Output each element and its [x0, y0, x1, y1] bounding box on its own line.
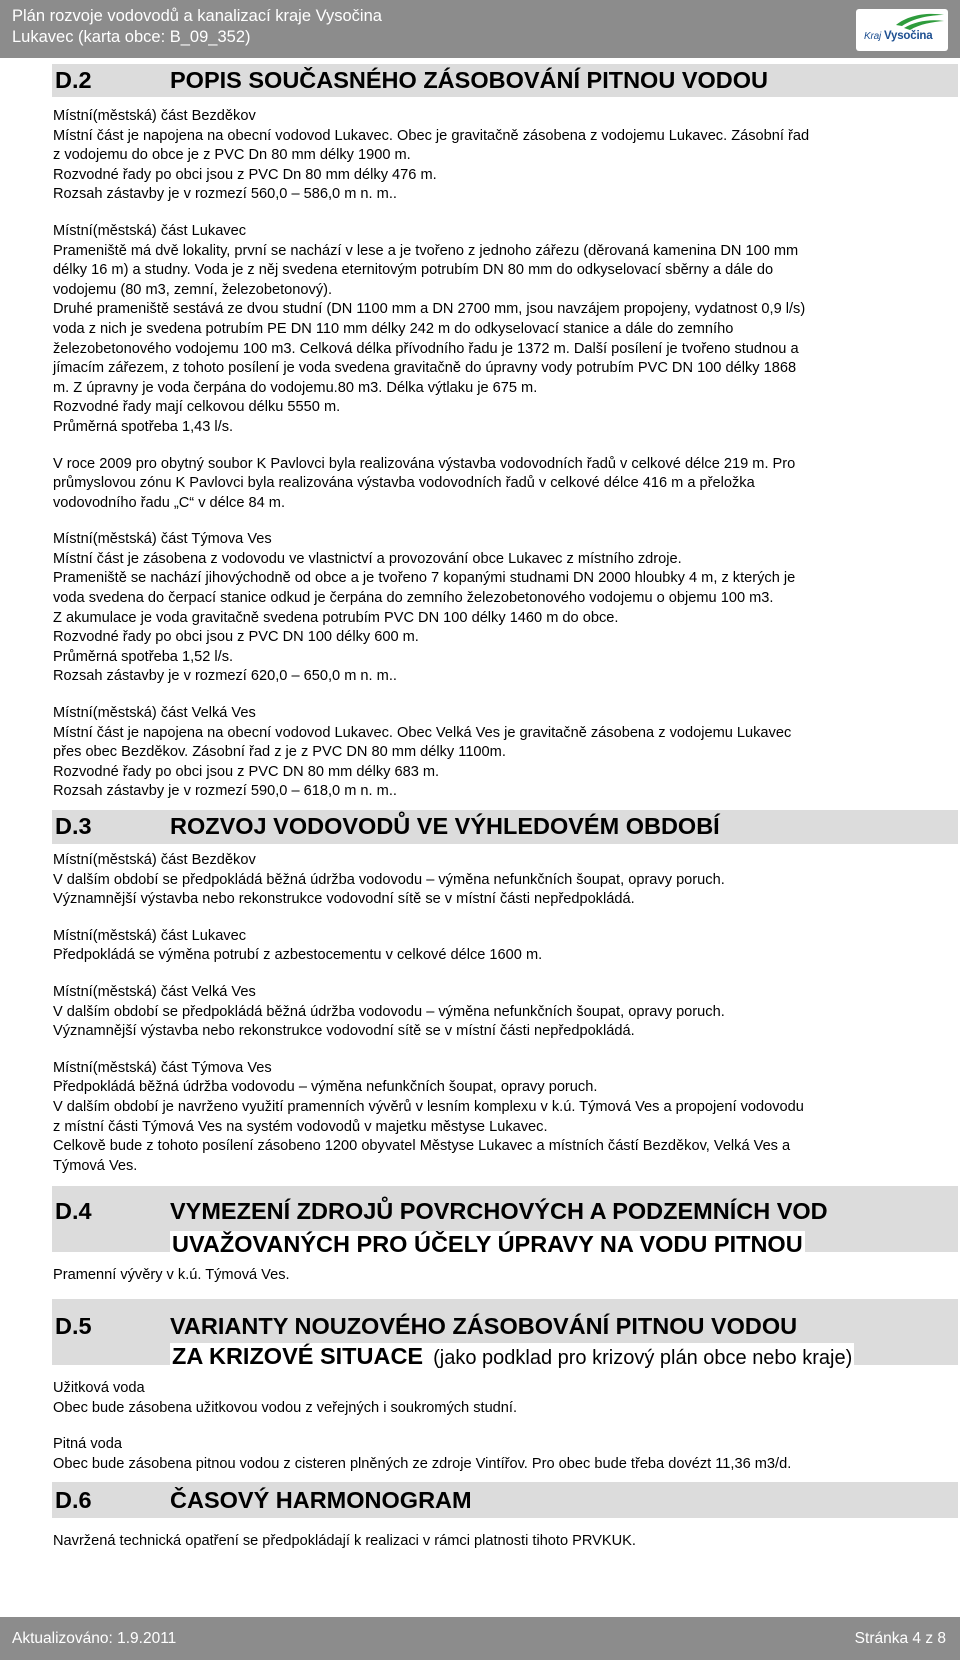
text-line: z vodojemu do obce je z PVC Dn 80 mm délky 1900 m. — [53, 147, 411, 164]
kraj-vysocina-logo — [856, 9, 948, 51]
section-number: D.5 — [55, 1312, 92, 1339]
paragraph-d2-tymova-ves — [53, 530, 943, 687]
logo-text-kraj: Kraj — [864, 31, 881, 42]
text-line: Obec bude zásobena pitnou vodou z cisteren plněných ze zdroje Vintířov. Pro obec bude třeba dovézt 11,36 m3/d. — [53, 1455, 792, 1472]
updated-date: Aktualizováno: 1.9.2011 — [12, 1630, 177, 1647]
text-line: železobetonového vodojemu 100 m3. Celková délka přívodního řadu je 1372 m. Další posílení je tvořeno studnou a — [53, 340, 799, 357]
paragraph-d2-pavlovec — [53, 455, 943, 514]
text-line: voda z nich je svedena potrubím PE DN 110 mm délky 242 m do odkyselovací stanice a dále do zemního — [53, 320, 734, 337]
text-line: Rozvodné řady po obci jsou z PVC DN 100 délky 600 m. — [53, 629, 419, 646]
text-line: Průměrná spotřeba 1,52 l/s. — [53, 648, 234, 665]
section-title: POPIS SOUČASNÉHO ZÁSOBOVÁNÍ PITNOU VODOU — [170, 67, 769, 93]
section-title-line-1: VYMEZENÍ ZDROJŮ POVRCHOVÝCH A PODZEMNÍCH VOD — [170, 1198, 828, 1225]
text-line: Místní(městská) část Týmova Ves — [53, 1059, 272, 1076]
text-line: vodovodního řadu „C“ v délce 84 m. — [53, 494, 286, 511]
text-line: V dalším období je navrženo využití pramenních vývěrů v lesním komplexu v k.ú. Týmová Ves a propojení vodovodu — [53, 1098, 804, 1115]
text-line: Rozsah zástavby je v rozmezí 620,0 – 650,0 m n. m.. — [53, 668, 397, 685]
text-line: z místní části Týmová Ves na systém vodovodů v majetku městyse Lukavec. — [53, 1118, 548, 1135]
text-line: Rozsah zástavby je v rozmezí 590,0 – 618,0 m n. m.. — [53, 783, 397, 800]
paragraph-d2-bezdekov — [53, 107, 943, 205]
text-line: Místní(městská) část Lukavec — [53, 222, 247, 239]
text-line: m. Z úpravny je voda čerpána do vodojemu.80 m3. Délka výtlaku je 675 m. — [53, 379, 538, 396]
section-title-line-2 — [170, 1343, 854, 1370]
text-line: voda svedena do čerpací stanice odkud je čerpána do zemního železobetonového vodojemu o objemu 100 m3. — [53, 590, 774, 607]
section-number: D.2 — [55, 67, 92, 93]
text-line: Navržená technická opatření se předpokládají k realizaci v rámci platnosti tihoto PRVKUK. — [53, 1533, 636, 1550]
section-title-line-2: UVAŽOVANÝCH PRO ÚČELY ÚPRAVY NA VODU PITNOU — [172, 1231, 803, 1258]
text-line: Významnější výstavba nebo rekonstrukce vodovodní sítě se v místní části nepředpokládá. — [53, 891, 635, 908]
section-title-line-1: VARIANTY NOUZOVÉHO ZÁSOBOVÁNÍ PITNOU VODOU — [170, 1312, 798, 1339]
section-heading-d4 — [52, 1186, 958, 1258]
paragraph-d3-bezdekov — [53, 851, 943, 910]
text-line: jímacím zářezem, z tohoto posílení je voda svedena gravitačně do úpravny vody potrubím PVC DN 100 délky 1868 — [53, 360, 797, 377]
text-line: Rozsah zástavby je v rozmezí 560,0 – 586,0 m n. m.. — [53, 186, 397, 203]
text-line: Rozvodné řady mají celkovou délku 5550 m. — [53, 399, 341, 416]
text-line: Prameniště má dvě lokality, první se nachází v lese a je tvořeno z jednoho zářezu (děrovaná kamenina DN 100 mm — [53, 242, 799, 259]
section-number: D.6 — [55, 1487, 92, 1514]
section-title-line-2-main: ZA KRIZOVÉ SITUACE — [172, 1342, 424, 1369]
section-heading-d3 — [52, 810, 958, 844]
paragraph-d4 — [53, 1266, 943, 1286]
document-title-line-1: Plán rozvoje vodovodů a kanalizací kraje Vysočina — [12, 7, 382, 25]
section-title-subnote: (jako podklad pro krizový plán obce nebo kraje) — [433, 1346, 853, 1369]
section-heading-d5 — [52, 1299, 958, 1369]
paragraph-d6 — [53, 1532, 943, 1552]
paragraph-d3-tymova-ves — [53, 1059, 943, 1177]
logo-text-vysocina: Vysočina — [883, 30, 933, 42]
text-line: Místní(městská) část Velká Ves — [53, 983, 256, 1000]
text-line: Z akumulace je voda gravitačně svedena potrubím PVC DN 100 délky 1460 m do obce. — [53, 609, 619, 626]
text-line: Prameniště se nachází jihovýchodně od obce a je tvořeno 7 kopanými studnami DN 2000 hloubky 4 m, z kterých je — [53, 570, 796, 587]
text-line: průmyslovou zónu K Pavlovci byla realizována výstavba vodovodních řadů v celkové délce 416 m a přeložka — [53, 475, 755, 492]
text-line: Místní část je zásobena z vodovodu ve vlastnictví a provozování obce Lukavec z místního zdroje. — [53, 550, 682, 567]
document-title-line-2: Lukavec (karta obce: B_09_352) — [12, 28, 251, 46]
paragraph-d5-uzitkova — [53, 1379, 943, 1418]
text-line: Předpokládá se výměna potrubí z azbestocementu v celkové délce 1600 m. — [53, 947, 543, 964]
text-line: Pramenní vývěry v k.ú. Týmová Ves. — [53, 1267, 290, 1284]
document-title — [12, 6, 382, 48]
paragraph-d2-velka-ves — [53, 704, 943, 802]
text-line: Místní(městská) část Bezděkov — [53, 852, 256, 868]
section-heading-d2 — [52, 64, 958, 97]
text-line: V dalším období se předpokládá běžná údržba vodovodu – výměna nefunkčních šoupat, opravy poruch. — [53, 1003, 725, 1020]
text-line: délky 16 m) a studny. Voda je z něj svedena eternitovým potrubím DN 80 mm do odkyselovací sběrny a dále do — [53, 262, 774, 279]
text-line: V dalším období se předpokládá běžná údržba vodovodu – výměna nefunkčních šoupat, opravy poruch. — [53, 871, 725, 888]
text-line: Místní(městská) část Lukavec — [53, 927, 247, 944]
text-line: Průměrná spotřeba 1,43 l/s. — [53, 418, 234, 435]
page-body — [0, 58, 960, 1552]
text-line: Místní(městská) část Týmova Ves — [53, 531, 272, 548]
text-line: Rozvodné řady po obci jsou z PVC DN 80 mm délky 683 m. — [53, 763, 440, 780]
section-title: ČASOVÝ HARMONOGRAM — [170, 1487, 472, 1514]
text-line: Užitková voda — [53, 1379, 145, 1396]
text-line: přes obec Bezděkov. Zásobní řad z je z PVC DN 80 mm délky 1100m. — [53, 744, 506, 761]
paragraph-d5-pitna — [53, 1435, 943, 1474]
text-line: Místní(městská) část Bezděkov — [53, 108, 256, 124]
text-line: Obec bude zásobena užitkovou vodou z veřejných i soukromých studní. — [53, 1399, 518, 1416]
paragraph-d3-velka-ves — [53, 983, 943, 1042]
text-line: Předpokládá běžná údržba vodovodu – výměna nefunkčních šoupat, opravy poruch. — [53, 1079, 598, 1096]
paragraph-d2-lukavec — [53, 222, 943, 438]
logo-text — [864, 30, 932, 42]
text-line: vodojemu (80 m3, zemní, železobetonový). — [53, 281, 333, 298]
text-line: Druhé prameniště sestává ze dvou studní (DN 1100 mm a DN 2700 mm, jsou navzájem propojeny, vydatnost 0,9 l/s) — [53, 301, 806, 318]
section-number: D.4 — [55, 1198, 92, 1225]
section-heading-d6 — [52, 1482, 958, 1518]
page-number: Stránka 4 z 8 — [854, 1630, 946, 1647]
page-footer — [0, 1617, 960, 1660]
section-title: ROZVOJ VODOVODŮ VE VÝHLEDOVÉM OBDOBÍ — [170, 813, 720, 839]
text-line: V roce 2009 pro obytný soubor K Pavlovci byla realizována výstavba vodovodních řadů v celkové délce 219 m. Pro — [53, 455, 796, 472]
text-line: Místní část je napojena na obecní vodovod Lukavec. Obec je gravitačně zásobena z vodojemu Lukavec. Zásobní řad — [53, 127, 810, 144]
text-line: Celkově bude z tohoto posílení zásobeno 1200 obyvatel Městyse Lukavec a místních částí Bezděkov, Velká Ves a — [53, 1138, 791, 1155]
paragraph-d3-lukavec — [53, 927, 943, 966]
text-line: Týmová Ves. — [53, 1157, 138, 1174]
text-line: Rozvodné řady po obci jsou z PVC Dn 80 mm délky 476 m. — [53, 166, 437, 183]
text-line: Místní(městská) část Velká Ves — [53, 705, 256, 722]
text-line: Místní část je napojena na obecní vodovod Lukavec. Obec Velká Ves je gravitačně zásobena z vodojemu Lukavec — [53, 724, 792, 741]
page-header — [0, 0, 960, 58]
text-line: Pitná voda — [53, 1436, 122, 1453]
text-line: Významnější výstavba nebo rekonstrukce vodovodní sítě se v místní části nepředpokládá. — [53, 1023, 635, 1040]
section-number: D.3 — [55, 813, 92, 839]
